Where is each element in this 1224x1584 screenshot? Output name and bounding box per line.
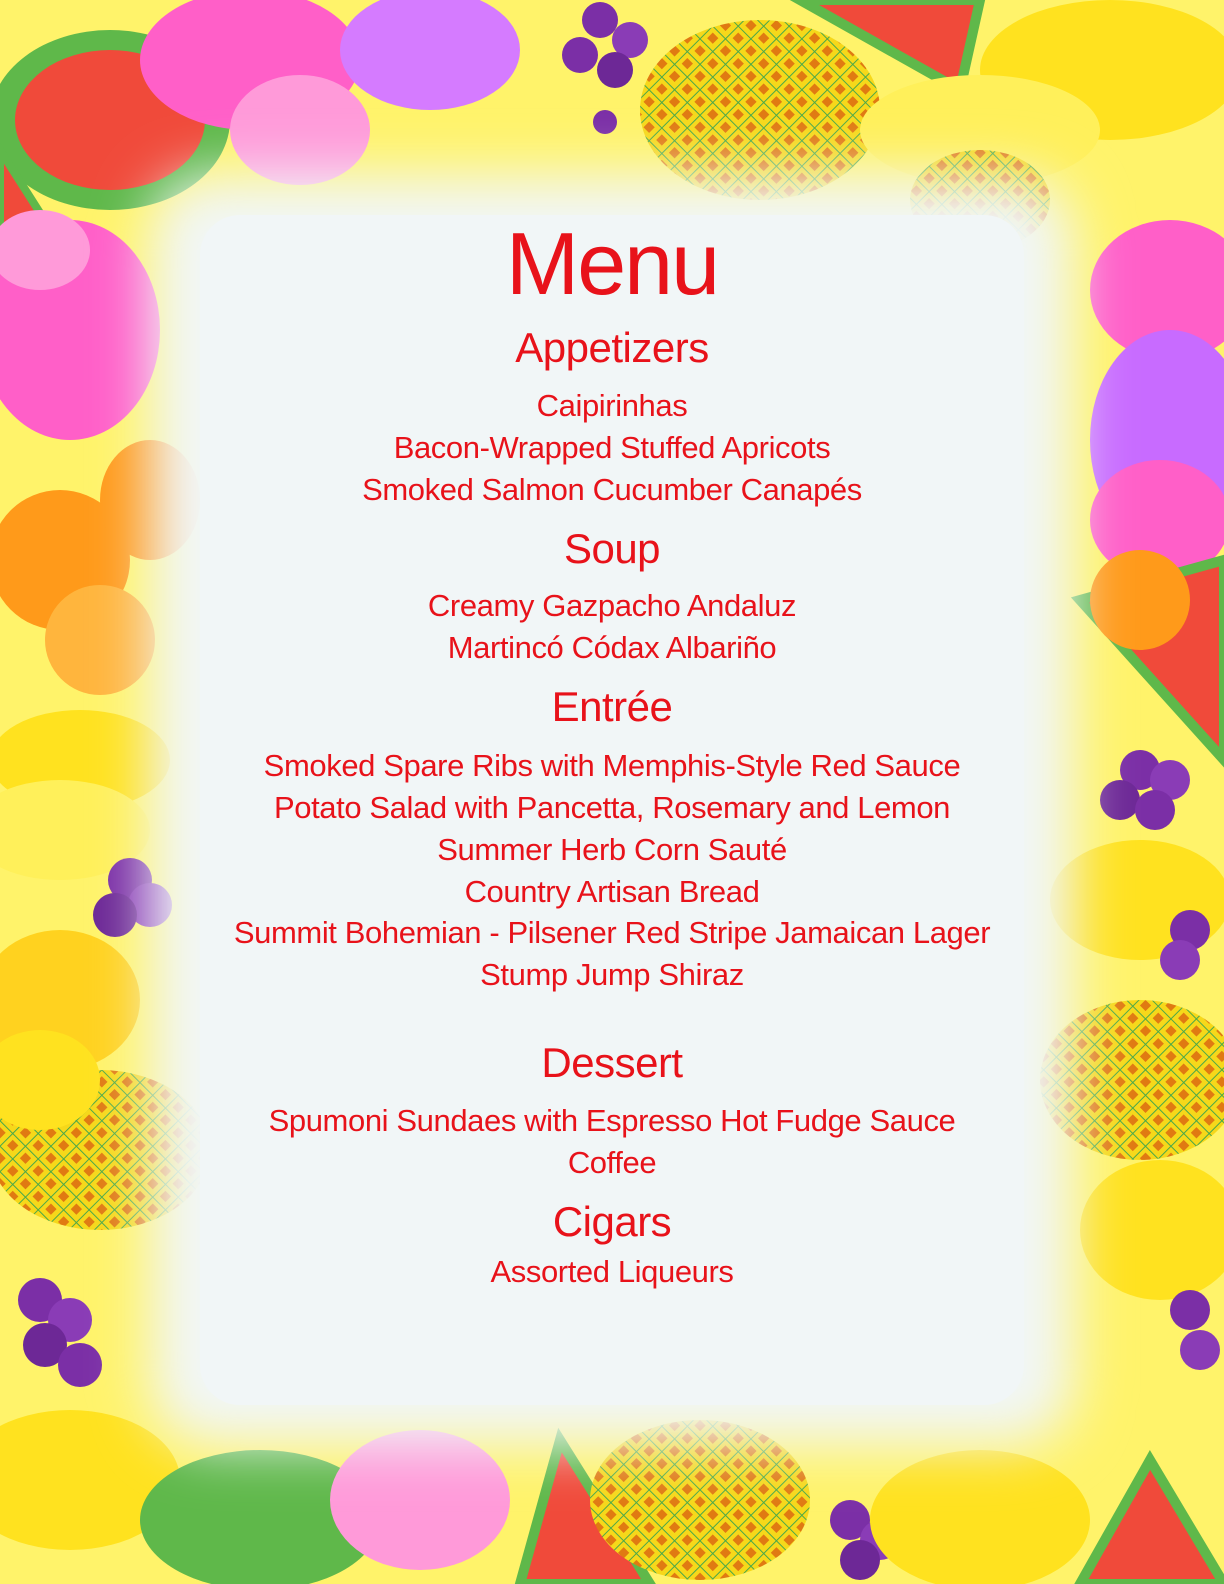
menu-item: Country Artisan Bread xyxy=(464,874,760,909)
section-heading-cigars: Cigars xyxy=(552,1198,672,1245)
menu-item: Summit Bohemian - Pilsener Red Stripe Jamaican Lager xyxy=(233,915,991,950)
menu-item: Coffee xyxy=(567,1145,657,1180)
menu-item: Caipirinhas xyxy=(536,388,688,423)
menu-item: Smoked Spare Ribs with Memphis-Style Red Sauce xyxy=(263,748,961,783)
menu-item: Assorted Liqueurs xyxy=(490,1254,734,1289)
menu-item: Bacon-Wrapped Stuffed Apricots xyxy=(393,430,831,465)
menu-item: Smoked Salmon Cucumber Canapés xyxy=(362,472,862,507)
menu-item: Creamy Gazpacho Andaluz xyxy=(427,588,797,623)
section-heading-dessert: Dessert xyxy=(541,1039,683,1086)
menu-title: Menu xyxy=(505,214,719,313)
menu-item: Summer Herb Corn Sauté xyxy=(437,832,787,867)
section-heading-appetizers: Appetizers xyxy=(515,324,709,371)
section-heading-entree: Entrée xyxy=(551,683,673,730)
menu-item: Stump Jump Shiraz xyxy=(480,957,744,992)
menu-item: Martincó Códax Albariño xyxy=(447,630,777,665)
menu-item: Potato Salad with Pancetta, Rosemary and Lemon xyxy=(273,790,951,825)
section-heading-soup: Soup xyxy=(563,525,661,572)
menu-item: Spumoni Sundaes with Espresso Hot Fudge Sauce xyxy=(268,1103,956,1138)
